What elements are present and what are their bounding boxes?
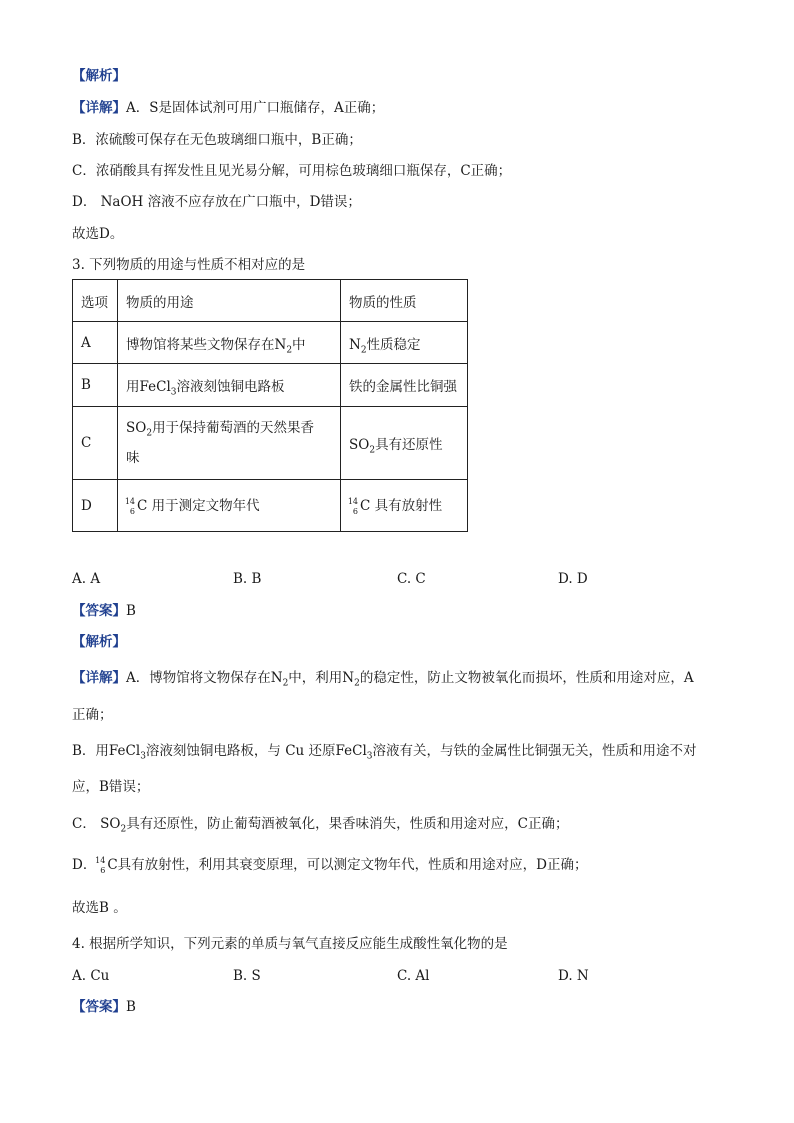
row-use: 博物馆将某些文物保存在$N_2$中: [118, 322, 341, 364]
row-use: 14 6 C 用于测定文物年代: [118, 480, 341, 532]
q3-expl-b: B．用FeCl$_3$溶液刻蚀铜电路板，与 Cu 还原FeCl$_3$溶液有关，与铁的金属性比铜强无关，性质和用途不对: [72, 743, 697, 762]
isotope-c14: 14 6: [95, 855, 106, 875]
row-property: $N_2$性质稳定: [341, 322, 468, 364]
header-option: 选项: [73, 280, 118, 322]
detail-line-b: B．浓硫酸可保存在无色玻璃细口瓶中，B正确；: [72, 132, 362, 148]
row-option: A: [73, 322, 118, 364]
q3-expl-b-cont: 应，B错误；: [72, 779, 150, 795]
choose-d: 故选D。: [72, 226, 124, 242]
detail-line-d: D． NaOH 溶液不应存放在广口瓶中，D错误；: [72, 194, 361, 210]
q4-answer: 【答案】B: [72, 999, 136, 1015]
table-header-row: [73, 280, 468, 322]
row-option: B: [73, 364, 118, 407]
row-option: D: [73, 480, 118, 532]
detail-label: 【详解】: [72, 100, 126, 116]
row-use: $SO_2$用于保持葡萄酒的天然果香 味: [118, 407, 341, 480]
q3-expl-d: D． 14 6 C具有放射性，利用其衰变原理，可以测定文物年代，性质和用途对应，D正确；: [72, 855, 588, 875]
q3-choose-b: 故选B 。: [72, 900, 127, 916]
q3-table: [72, 279, 468, 532]
detail-text-a: A．S是固体试剂可用广口瓶储存，A正确；: [126, 100, 385, 116]
header-property: 物质的性质: [341, 280, 468, 322]
isotope-c14: 14 6: [347, 496, 358, 516]
detail-line-c: C．浓硝酸具有挥发性且见光易分解，可用棕色玻璃细口瓶保存，C正确；: [72, 163, 512, 179]
isotope-c14: 14 6: [124, 496, 135, 516]
question-4-stem: 4. 根据所学知识，下列元素的单质与氧气直接反应能生成酸性氧化物的是: [72, 936, 508, 952]
row-property: 14 6 C 具有放射性: [341, 480, 468, 532]
q3-expl-a: 【详解】A．博物馆将文物保存在$N_2$中，利用$N_2$的稳定性，防止文物被氧化而损坏，性质和用途对应，A: [72, 670, 694, 689]
q3-option-d: D. D: [558, 571, 588, 587]
analysis-label: 【解析】: [72, 68, 126, 84]
row-property: 铁的金属性比铜强: [341, 364, 468, 407]
q3-expl-a-cont: 正确；: [72, 707, 113, 723]
q3-expl-c: C． $SO_2$具有还原性，防止葡萄酒被氧化，果香味消失，性质和用途对应，C正确；: [72, 816, 569, 835]
table-row: [73, 407, 468, 480]
q4-option-d: D. N: [558, 968, 589, 984]
table-row: [73, 322, 468, 364]
question-3-stem: 3. 下列物质的用途与性质不相对应的是: [72, 257, 306, 273]
table-row: [73, 364, 468, 407]
row-property: $SO_2$具有还原性: [341, 407, 468, 480]
detail-line-a: [72, 98, 384, 118]
q3-option-b: B. B: [233, 571, 262, 587]
q4-option-a: A. Cu: [72, 968, 110, 984]
q3-analysis-label: 【解析】: [72, 634, 126, 650]
header-use: 物质的用途: [118, 280, 341, 322]
q4-option-c: C. Al: [397, 968, 430, 984]
q3-answer: 【答案】B: [72, 603, 136, 619]
q3-option-a: A. A: [72, 571, 101, 587]
row-option: C: [73, 407, 118, 480]
q4-option-b: B. S: [233, 968, 261, 984]
row-use: 用FeCl$_3$溶液刻蚀铜电路板: [118, 364, 341, 407]
q3-option-c: C. C: [397, 571, 426, 587]
table-row: [73, 480, 468, 532]
